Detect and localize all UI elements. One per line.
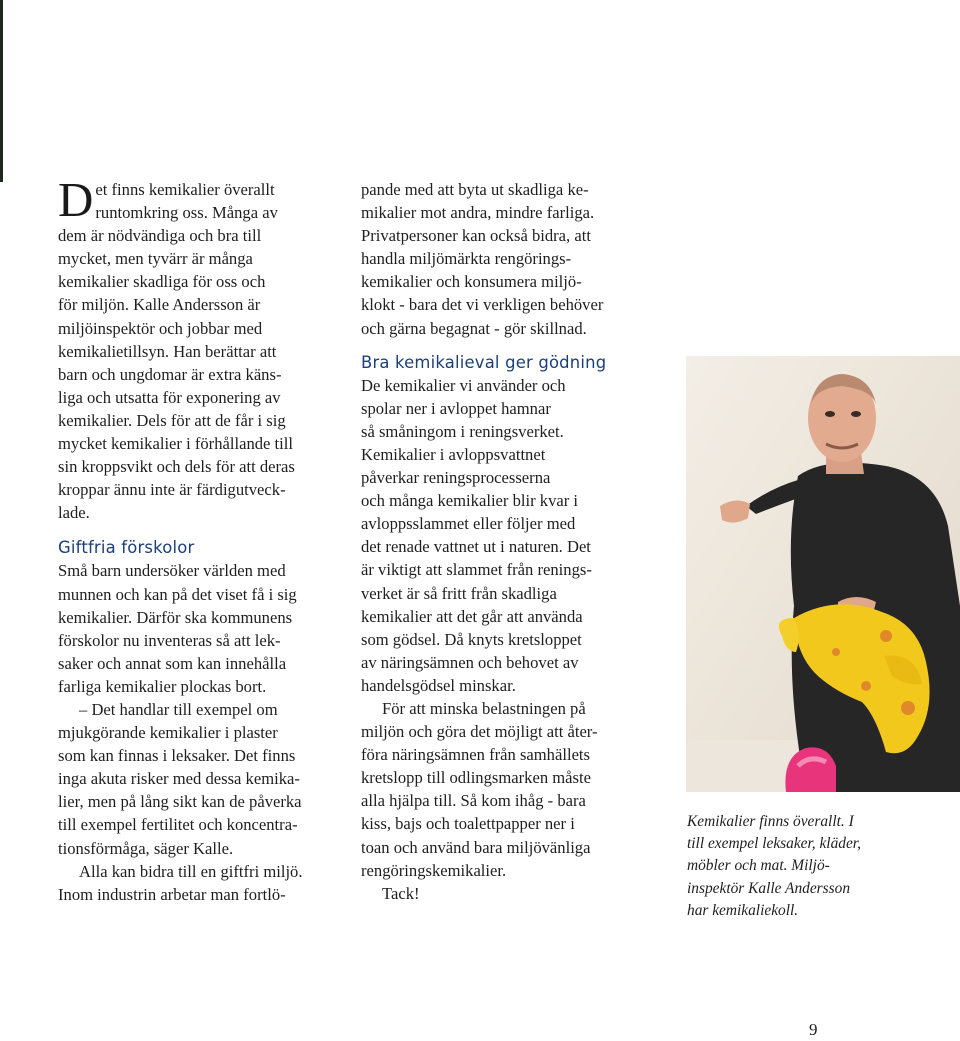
text-line: Inom industrin arbetar man fortlö-: [58, 884, 286, 904]
caption-line: har kemikaliekoll.: [687, 901, 799, 919]
second-paragraph: [361, 697, 661, 882]
text-line: Alla kan bidra till en giftfri miljö.: [79, 861, 303, 881]
text-line: kemikalier. Därför ska kommunens: [58, 607, 293, 627]
text-line: inga akuta risker med dessa kemika-: [58, 769, 300, 789]
section-heading-kemikalieval: Bra kemikalieval ger gödning: [361, 352, 607, 372]
thanks-text: Tack!: [382, 883, 420, 903]
text-line: och många kemikalier blir kvar i: [361, 491, 579, 511]
text-line: toan och använd bara miljövänliga: [361, 837, 591, 857]
text-line: kroppar ännu inte är färdigutveck-: [58, 480, 286, 500]
text-line: kiss, bajs och toalettpapper ner i: [361, 814, 575, 834]
text-line: De kemikalier vi använder och: [361, 375, 566, 395]
text-line: rengöringskemikalier.: [361, 860, 507, 880]
text-line: dem är nödvändiga och bra till: [58, 226, 262, 246]
text-line: farliga kemikalier plockas bort.: [58, 676, 267, 696]
text-line: Små barn undersöker världen med: [58, 561, 286, 581]
continued-paragraph: [361, 178, 661, 340]
text-line: saker och annat som kan innehålla: [58, 653, 287, 673]
text-line: kemikalietillsyn. Han berättar att: [58, 341, 277, 361]
text-line: mikalier mot andra, mindre farliga.: [361, 203, 595, 223]
person-with-toy-photo: [686, 356, 960, 792]
text-line: spolar ner i avloppet hamnar: [361, 398, 551, 418]
text-line: det renade vattnet ut i naturen. Det: [361, 537, 591, 557]
text-line: till exempel fertilitet och koncentra-: [58, 815, 298, 835]
text-line: – Det handlar till exempel om: [79, 699, 278, 719]
text-line: barn och ungdomar är extra käns-: [58, 364, 282, 384]
text-line: lade.: [58, 503, 90, 523]
left-edge-strip: [0, 0, 3, 182]
caption-line: till exempel leksaker, kläder,: [687, 835, 861, 853]
text-line: föra näringsämnen från samhällets: [361, 745, 590, 765]
text-line: miljön och göra det möjligt att åter-: [361, 722, 598, 742]
caption-line: inspektör Kalle Andersson: [687, 879, 851, 897]
text-line: kemikalier att det går att använda: [361, 606, 583, 626]
article-column-middle: [361, 178, 661, 905]
text-line: alla hjälpa till. Så kom ihåg - bara: [361, 791, 586, 811]
text-line: och gärna begagnat - gör skillnad.: [361, 318, 587, 338]
text-line: kemikalier. Dels för att de får i sig: [58, 410, 286, 430]
page-number: 9: [809, 1020, 818, 1039]
article-column-left: [58, 172, 348, 906]
section-heading-giftfria: Giftfria förskolor: [58, 538, 195, 558]
text-line: mjukgörande kemikalier i plaster: [58, 723, 278, 743]
caption-line: möbler och mat. Miljö-: [687, 857, 830, 875]
text-line: verket är så fritt från skadliga: [361, 583, 557, 603]
quote-paragraph: [58, 698, 348, 860]
text-line: handelsgödsel minskar.: [361, 675, 516, 695]
text-line: Privatpersoner kan också bidra, att: [361, 226, 591, 246]
body-paragraph: [58, 559, 348, 698]
text-line: påverkar reningsprocesserna: [361, 468, 551, 488]
text-line: avloppsslammet eller följer med: [361, 514, 576, 534]
text-line: liga och utsatta för exponering av: [58, 387, 281, 407]
body-paragraph: [361, 374, 661, 697]
text-line: är viktigt att slammet från renings-: [361, 560, 592, 580]
text-line: kretslopp till odlingsmarken måste: [361, 768, 591, 788]
text-line: sin kroppsvikt och dels för att deras: [58, 457, 295, 477]
text-line: munnen och kan på det viset få i sig: [58, 584, 297, 604]
text-line: För att minska belastningen på: [382, 698, 586, 718]
text-line: mycket, men tyvärr är många: [58, 249, 253, 269]
text-line: Kemikalier i avloppsvattnet: [361, 444, 546, 464]
text-line: kemikalier skadliga för oss och: [58, 272, 266, 292]
text-line: miljöinspektör och jobbar med: [58, 318, 263, 338]
text-line: klokt - bara det vi verkligen behöver: [361, 295, 604, 315]
text-line: tionsförmåga, säger Kalle.: [58, 838, 234, 858]
text-line: lier, men på lång sikt kan de påverka: [58, 792, 302, 812]
text-line: av näringsämnen och behovet av: [361, 652, 579, 672]
text-line: et finns kemikalier överallt: [95, 180, 275, 199]
caption-line: Kemikalier finns överallt. I: [687, 813, 854, 830]
inspector-photo: [686, 356, 960, 792]
text-line: så småningom i reningsverket.: [361, 421, 564, 441]
text-line: handla miljömärkta rengörings-: [361, 249, 572, 269]
text-line: kemikalier och konsumera miljö-: [361, 272, 582, 292]
text-line: runtomkring oss. Många av: [95, 203, 278, 223]
drop-cap: D: [58, 172, 94, 227]
photo-caption: [687, 811, 917, 922]
text-line: förskolor nu inventeras så att lek-: [58, 630, 281, 650]
intro-paragraph: [58, 172, 348, 524]
text-line: som gödsel. Då knyts kretsloppet: [361, 629, 582, 649]
closing-paragraph: [58, 860, 348, 906]
text-line: som kan finnas i leksaker. Det finns: [58, 746, 296, 766]
text-line: för miljön. Kalle Andersson är: [58, 295, 261, 315]
text-line: mycket kemikalier i förhållande till: [58, 434, 293, 454]
text-line: pande med att byta ut skadliga ke-: [361, 180, 589, 199]
